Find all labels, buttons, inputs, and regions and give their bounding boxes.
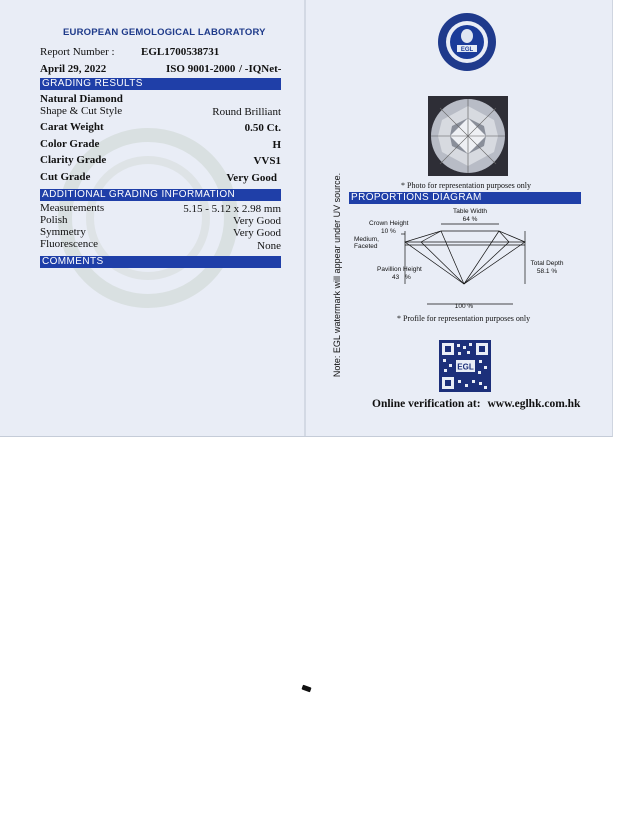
clarity-value: VVS1 xyxy=(253,155,281,167)
girdle-label-1: Medium, xyxy=(354,236,379,243)
carat-label: Carat Weight xyxy=(40,121,104,133)
shape-value: Round Brilliant xyxy=(212,106,281,118)
iso-suffix: / -IQNet- xyxy=(239,63,282,75)
lab-title: EUROPEAN GEMOLOGICAL LABORATORY xyxy=(63,27,266,38)
pavilion-label: Pavillion Height xyxy=(377,266,422,273)
polish-label: Polish xyxy=(40,214,68,226)
crown-height-value: 10 % xyxy=(381,228,396,235)
report-number: EGL1700538731 xyxy=(141,46,220,58)
color-value: H xyxy=(272,139,281,151)
proportions-heading: PROPORTIONS DIAGRAM xyxy=(349,192,581,204)
comments-heading: COMMENTS xyxy=(40,256,281,268)
shape-label: Shape & Cut Style xyxy=(40,105,123,117)
qr-code[interactable] xyxy=(439,340,491,392)
total-depth-value: 58.1 % xyxy=(536,268,558,275)
pavilion-value: 43 xyxy=(392,274,400,281)
report-number-label: Report Number : xyxy=(40,46,115,58)
verification-url[interactable]: www.eglhk.com.hk xyxy=(487,398,581,410)
diameter-value: 100 % xyxy=(454,303,474,310)
online-verification xyxy=(372,398,580,410)
seal-center-text: EGL xyxy=(460,47,474,53)
symmetry-value: Very Good xyxy=(233,227,281,239)
stone-type: Natural Diamond xyxy=(40,93,123,105)
pavilion-pct: % xyxy=(405,274,411,281)
table-width-label: Table Width xyxy=(453,208,487,215)
cut-label: Cut Grade xyxy=(40,171,91,183)
color-label: Color Grade xyxy=(40,138,100,150)
uv-watermark-note: Note: EGL watermark will appear under UV source. xyxy=(332,172,342,378)
girdle-label-2: Faceted xyxy=(354,243,378,250)
cut-value: Very Good xyxy=(226,172,277,184)
symmetry-label: Symmetry xyxy=(40,226,86,238)
fold-line xyxy=(304,0,306,436)
measurements-label: Measurements xyxy=(40,202,105,214)
scan-speck xyxy=(301,685,311,693)
crown-height-label: Crown Height xyxy=(369,220,409,227)
measurements-value: 5.15 - 5.12 x 2.98 mm xyxy=(183,203,281,215)
iso-standard: ISO 9001-2000 xyxy=(166,63,236,75)
egl-seal-logo xyxy=(437,12,497,72)
proportions-diagram xyxy=(349,204,581,314)
grading-results-heading: GRADING RESULTS xyxy=(40,78,281,90)
polish-value: Very Good xyxy=(233,215,281,227)
total-depth-label: Total Depth xyxy=(530,260,564,267)
verification-label: Online verification at: xyxy=(372,398,481,410)
report-date: April 29, 2022 xyxy=(40,63,107,75)
table-width-value: 64 % xyxy=(462,216,478,223)
qr-center-text: EGL xyxy=(457,362,474,372)
fluorescence-label: Fluorescence xyxy=(40,238,99,250)
diamond-photo xyxy=(428,96,508,176)
carat-value: 0.50 Ct. xyxy=(244,122,281,134)
clarity-label: Clarity Grade xyxy=(40,154,107,166)
profile-note: * Profile for representation purposes only xyxy=(397,314,531,323)
fluorescence-value: None xyxy=(257,240,281,252)
photo-note: * Photo for representation purposes only xyxy=(401,181,531,190)
additional-info-heading: ADDITIONAL GRADING INFORMATION xyxy=(40,189,281,201)
